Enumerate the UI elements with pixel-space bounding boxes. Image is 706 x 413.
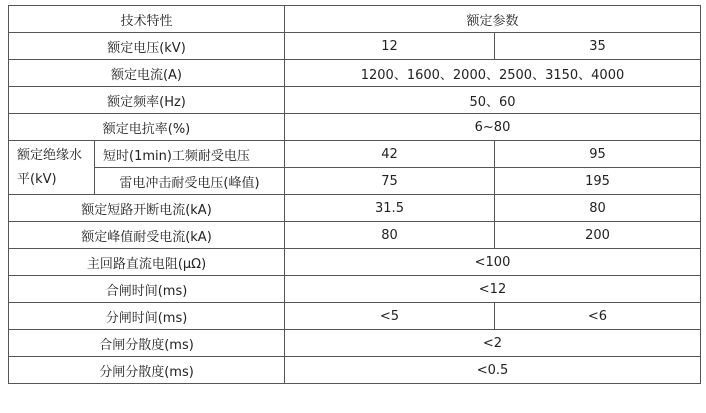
table-row	[9, 33, 701, 60]
value-12kv: 12	[285, 33, 495, 60]
header-property: 技术特性	[9, 6, 285, 33]
table-row	[9, 141, 701, 168]
spec-table	[8, 5, 701, 384]
value-35kv: 95	[495, 141, 701, 168]
row-value: 6~80	[285, 114, 701, 141]
value-12kv: 80	[285, 222, 495, 249]
row-label: 短时(1min)工频耐受电压	[95, 141, 285, 168]
row-value: <12	[285, 276, 701, 303]
row-label: 额定峰值耐受电流(kA)	[9, 222, 285, 249]
row-label: 额定频率(Hz)	[9, 87, 285, 114]
value-35kv: 200	[495, 222, 701, 249]
row-value: <100	[285, 249, 701, 276]
table-row	[9, 249, 701, 276]
row-value: <2	[285, 330, 701, 357]
row-label: 分闸时间(ms)	[9, 303, 285, 330]
row-label: 额定电抗率(%)	[9, 114, 285, 141]
row-label: 合闸分散度(ms)	[9, 330, 285, 357]
table-row	[9, 303, 701, 330]
value-35kv: 35	[495, 33, 701, 60]
value-12kv: 31.5	[285, 195, 495, 222]
row-label: 额定短路开断电流(kA)	[9, 195, 285, 222]
row-label: 分闸分散度(ms)	[9, 357, 285, 384]
value-12kv: 75	[285, 168, 495, 195]
insulation-group-label: 额定绝缘水平(kV)	[9, 141, 95, 195]
value-12kv: 42	[285, 141, 495, 168]
row-label: 额定电流(A)	[9, 60, 285, 87]
table-row	[9, 168, 701, 195]
table-row	[9, 357, 701, 384]
table-row	[9, 195, 701, 222]
table-row	[9, 330, 701, 357]
row-value: 1200、1600、2000、2500、3150、4000	[285, 60, 701, 87]
table-header-row	[9, 6, 701, 33]
table-row	[9, 276, 701, 303]
value-35kv: 195	[495, 168, 701, 195]
row-label: 合闸时间(ms)	[9, 276, 285, 303]
row-label: 主回路直流电阻(μΩ)	[9, 249, 285, 276]
row-value: 50、60	[285, 87, 701, 114]
value-35kv: 80	[495, 195, 701, 222]
header-parameter: 额定参数	[285, 6, 701, 33]
row-label: 雷电冲击耐受电压(峰值)	[95, 168, 285, 195]
table-row	[9, 114, 701, 141]
value-35kv: <6	[495, 303, 701, 330]
value-12kv: <5	[285, 303, 495, 330]
table-row	[9, 222, 701, 249]
row-label: 额定电压(kV)	[9, 33, 285, 60]
table-row	[9, 87, 701, 114]
table-row	[9, 60, 701, 87]
row-value: <0.5	[285, 357, 701, 384]
